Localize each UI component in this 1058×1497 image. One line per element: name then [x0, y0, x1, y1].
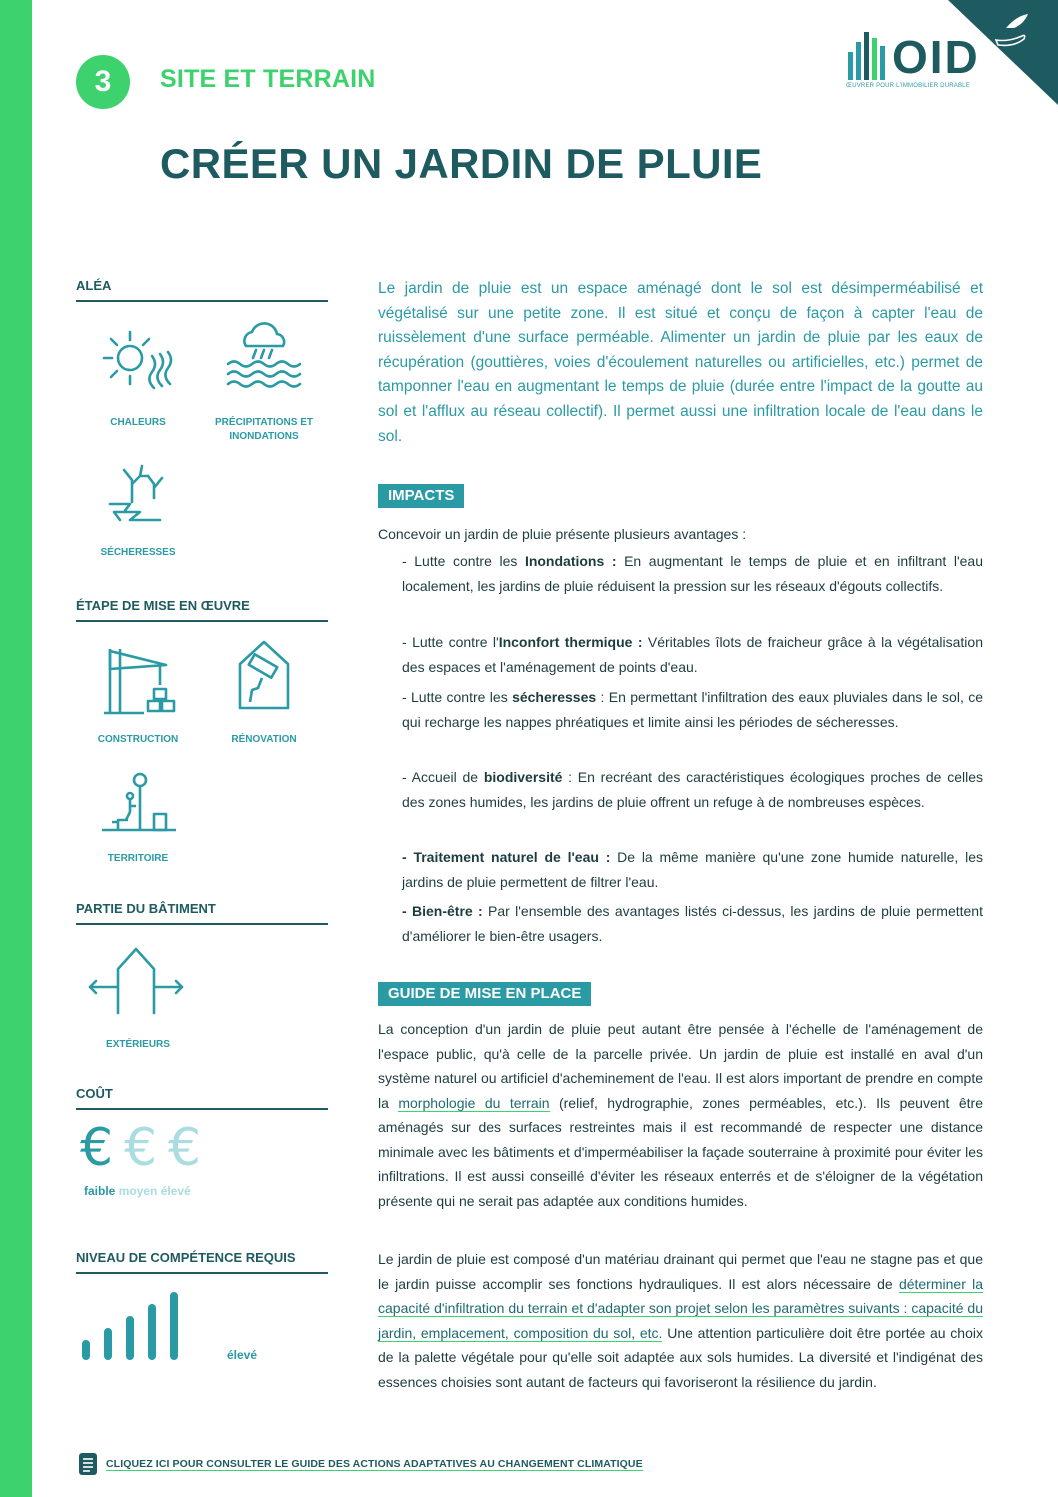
competence-level-bars: [82, 1290, 202, 1360]
guide-paragraph-1: [378, 1017, 983, 1213]
impact-keyword: - Bien-être :: [402, 903, 483, 919]
impact-keyword: Inondations :: [524, 553, 617, 569]
cost-label-mid: moyen: [118, 1184, 158, 1198]
alea-label-secheresses: SÉCHERESSES: [100, 547, 176, 558]
impact-item: [402, 899, 983, 948]
document-icon[interactable]: [78, 1452, 98, 1476]
guide-p1-text-a: La conception d'un jardin de pluie peut autant être pensée à l'échelle de l'aménagement de l'espace public, qu'à celle de la parcelle privée. Un jardin de pluie est installé en aval d'un système naturel ou artificiel d'acheminement de l'eau. Il est alors important de prendre en compte la: [378, 1021, 983, 1111]
divider: [76, 300, 328, 302]
impact-prefix: - Lutte contre l': [402, 634, 499, 650]
alea-label-precipitations-line2: INONDATIONS: [229, 431, 299, 442]
territory-icon: [100, 770, 180, 834]
page-title: CRÉER UN JARDIN DE PLUIE: [160, 140, 763, 187]
competence-bar: [82, 1340, 90, 1360]
impact-item: [402, 549, 983, 598]
euro-icon-mid: €: [124, 1118, 158, 1178]
construction-crane-icon: [100, 645, 180, 715]
sun-heat-icon: [98, 320, 180, 400]
divider: [76, 1108, 328, 1110]
impact-prefix: - Accueil de: [402, 769, 484, 785]
impact-keyword: Inconfort thermique :: [498, 634, 643, 650]
euro-icon-low: €: [80, 1118, 114, 1178]
competence-heading: NIVEAU DE COMPÉTENCE REQUIS: [76, 1250, 296, 1265]
side-accent-bar: [0, 0, 32, 1497]
impact-text: En augmentant le temps de pluie et en infiltrant l'eau localement, les jardins de pluie réduisent la pression sur les réseaux d'égouts collectifs.: [402, 553, 983, 594]
logo-tagline: ŒUVRER POUR L'IMMOBILIER DURABLE: [846, 83, 970, 89]
section-title: SITE ET TERRAIN: [160, 65, 376, 93]
impact-keyword: sécheresses: [512, 689, 597, 705]
impact-text: De la même manière qu'une zone humide naturelle, les jardins de pluie permettent de filtrer l'eau.: [402, 849, 983, 890]
impact-text: : En permettant l'infiltration des eaux pluviales dans le sol, ce qui recharge les nappes phréatiques et limite ainsi les périodes de sécheresses.: [402, 689, 983, 730]
euro-icon-high: €: [168, 1118, 202, 1178]
competence-bar: [126, 1316, 134, 1360]
divider: [76, 1272, 328, 1274]
divider: [76, 620, 328, 622]
guide-p1-text-b: (relief, hydrographie, zones perméables, etc.). Ils peuvent être aménagés sur des surfaces restreintes mais il est recommandé de respecter une distance minimale avec les bâtiments et d'imperméabiliser la façade souterraine à proximité pour éviter les infiltrations. Il est aussi conseillé d'éviter les réseaux enterrés et de s'éloigner de la végétation présente qui ne serait pas adaptée aux conditions humides.: [378, 1094, 983, 1209]
partie-label-exterieurs: EXTÉRIEURS: [106, 1039, 170, 1050]
cout-heading: COÛT: [76, 1086, 113, 1101]
competence-level-label: élevé: [227, 1348, 258, 1362]
impact-text: : En recréant des caractéristiques écologiques proches de celles des zones humides, les jardins de pluie offrent un refuge à de nombreuses espèces.: [402, 769, 983, 810]
alea-label-precipitations-line1: PRÉCIPITATIONS ET: [215, 417, 313, 428]
impact-item: [402, 685, 983, 734]
etape-label-renovation: RÉNOVATION: [231, 734, 297, 745]
cost-label-high: élevé: [160, 1184, 191, 1198]
logo-text: OID: [892, 31, 980, 83]
impact-keyword: biodiversité: [483, 769, 563, 785]
impacts-lead: Concevoir un jardin de pluie présente plusieurs avantages :: [378, 526, 747, 542]
guide-paragraph-2: [378, 1247, 983, 1394]
paint-roller-house-icon: [236, 638, 292, 712]
etape-label-construction: CONSTRUCTION: [97, 734, 179, 745]
etape-heading: ÉTAPE DE MISE EN ŒUVRE: [76, 598, 250, 613]
impact-item: [402, 765, 983, 814]
competence-bar: [170, 1292, 178, 1360]
guide-actions-link[interactable]: CLIQUEZ ICI POUR CONSULTER LE GUIDE DES ACTIONS ADAPTATIVES AU CHANGEMENT CLIMATIQUE: [106, 1458, 643, 1470]
alea-label-chaleurs: CHALEURS: [110, 417, 166, 428]
impact-text: Par l'ensemble des avantages listés ci-dessus, les jardins de pluie permettent d'améliorer le bien-être usagers.: [402, 903, 983, 944]
impacts-heading: IMPACTS: [378, 484, 464, 508]
section-number-badge: 3: [76, 55, 130, 109]
partie-heading: PARTIE DU BÂTIMENT: [76, 901, 216, 916]
etape-label-territoire: TERRITOIRE: [107, 853, 169, 864]
rain-flood-icon: [224, 320, 306, 390]
cost-scale-labels: [84, 1184, 191, 1198]
alea-heading: ALÉA: [76, 278, 112, 293]
intro-paragraph: Le jardin de pluie est un espace aménagé dont le sol est désimperméabilisé et végétalisé sur une petite zone. Il est situé et conçu de façon à capter l'eau de ruissèlement d'une surface perméable. Alimenter un jardin de pluie par les eaux de récupération (gouttières, voies d'écoulement naturelles ou artificielles, etc.) permet de tamponner l'eau en augmentant le temps de pluie (durée entre l'impact de la goutte au sol et l'afflux au réseau collectif). Il permet aussi une infiltration locale de l'eau dans le sol.: [378, 280, 983, 445]
drought-icon: [104, 458, 170, 528]
impact-prefix: - Lutte contre les: [402, 689, 513, 705]
guide-heading: GUIDE DE MISE EN PLACE: [378, 982, 591, 1006]
house-exterior-icon: [86, 945, 186, 1017]
cost-label-low: faible: [84, 1184, 116, 1198]
impact-item: [402, 630, 983, 679]
alea-label-precipitations: [204, 416, 324, 444]
infiltration-capacity-link[interactable]: déterminer la capacité d'infiltration du terrain et d'adapter son projet selon les paramètres suivants : capacité du jardin, emplacement, composition du sol, etc.: [378, 1275, 984, 1341]
guide-p2-text-b: Une attention particulière doit être portée au choix de la palette végétale pour qu'elle soit adaptée aux sols humides. La diversité et l'indigénat des essences choisies sont autant de facteurs qui favoriseront la résilience du jardin.: [378, 1324, 983, 1390]
impact-item: [402, 845, 983, 894]
morphologie-link[interactable]: morphologie du terrain: [398, 1094, 550, 1111]
guide-p2-text-a: Le jardin de pluie est composé d'un matériau drainant qui permet que l'eau ne stagne pas et que le jardin puisse accomplir ses fonctions hydrauliques. Il est alors nécessaire de: [378, 1251, 983, 1292]
impact-keyword: - Traitement naturel de l'eau :: [402, 849, 611, 865]
impact-text: Véritables îlots de fraicheur grâce à la végétalisation des espaces et l'aménagement de points d'eau.: [402, 634, 983, 675]
impact-prefix: - Lutte contre les: [402, 553, 525, 569]
competence-bar: [148, 1304, 156, 1360]
divider: [76, 923, 328, 925]
competence-bar: [104, 1328, 112, 1360]
